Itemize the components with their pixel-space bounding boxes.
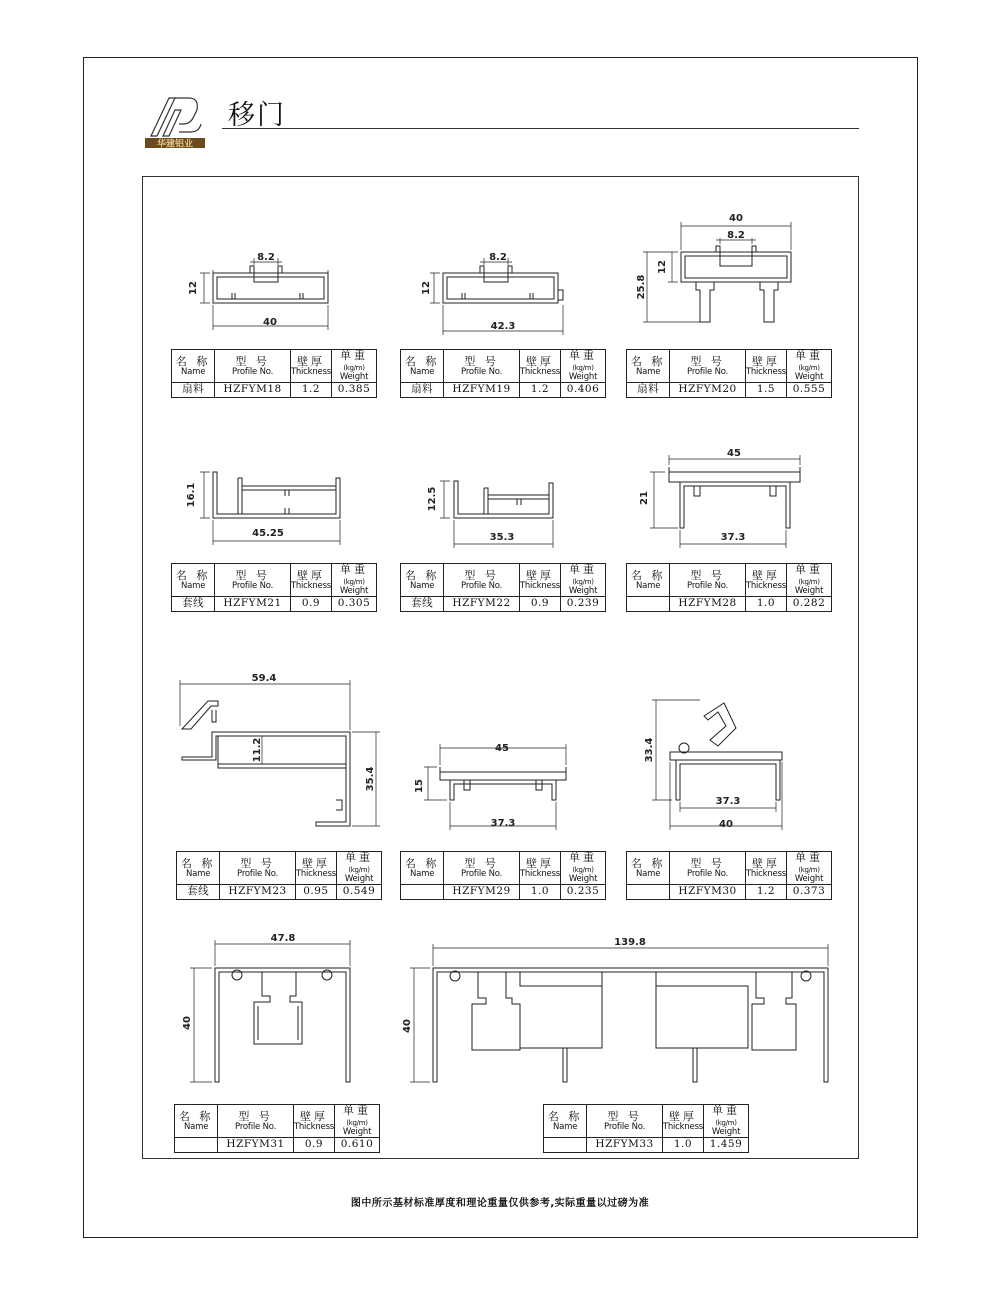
spec-table-hzfym19: 名 称 Name 型 号 Profile No. 壁厚 Thickness 单重(kg/m) Weight 扇料 HZFYM19 1.2 0.406 <box>400 349 606 398</box>
table-row: 套线 HZFYM23 0.95 0.549 <box>177 884 382 899</box>
profile-drawing-hzfym18 <box>188 252 328 330</box>
table-row: HZFYM33 1.0 1.459 <box>544 1137 749 1152</box>
spec-table-hzfym20: 名 称 Name 型 号 Profile No. 壁厚 Thickness 单重(kg/m) Weight 扇料 HZFYM20 1.5 0.555 <box>626 349 832 398</box>
table-row: 套线 HZFYM21 0.9 0.305 <box>172 596 377 611</box>
dim-label: 35.4 <box>365 766 376 792</box>
dim-label: 37.3 <box>490 818 516 829</box>
dim-label: 8.2 <box>257 252 275 263</box>
dim-label: 8.2 <box>489 252 507 263</box>
profile-drawing-hzfym31 <box>182 933 350 1082</box>
dim-label: 139.8 <box>614 937 646 948</box>
spec-table-hzfym33: 名 称 Name 型 号 Profile No. 壁厚 Thickness 单重(kg/m) Weight HZFYM33 1.0 1.459 <box>543 1104 749 1153</box>
profile-drawing-hzfym19 <box>421 252 563 335</box>
dim-label: 45 <box>727 448 741 459</box>
profile-drawing-hzfym22 <box>427 481 553 548</box>
table-row: 套线 HZFYM22 0.9 0.239 <box>401 596 606 611</box>
spec-table-hzfym22: 名 称 Name 型 号 Profile No. 壁厚 Thickness 单重(kg/m) Weight 套线 HZFYM22 0.9 0.239 <box>400 563 606 612</box>
profile-drawing-hzfym20 <box>636 213 791 322</box>
spec-table-hzfym18: 名 称 Name 型 号 Profile No. 壁厚 Thickness 单重(kg/m) Weight 扇料 HZFYM18 1.2 0.385 <box>171 349 377 398</box>
dim-label: 40 <box>182 1016 193 1030</box>
dim-label: 40 <box>402 1019 413 1033</box>
dim-label: 45.25 <box>252 528 284 539</box>
dim-label: 45 <box>495 743 509 754</box>
dim-label: 15 <box>414 779 425 793</box>
dim-label: 33.4 <box>644 737 655 763</box>
profile-drawing-hzfym33 <box>402 937 828 1082</box>
dim-label: 37.3 <box>715 796 741 807</box>
dim-label: 25.8 <box>636 274 647 300</box>
dim-label: 37.3 <box>720 532 746 543</box>
dim-label: 59.4 <box>251 673 277 684</box>
dim-label: 11.2 <box>252 737 263 763</box>
logo-text: 华建铝业 <box>156 139 194 150</box>
spec-table-hzfym23: 名 称 Name 型 号 Profile No. 壁厚 Thickness 单重(kg/m) Weight 套线 HZFYM23 0.95 0.549 <box>176 851 382 900</box>
table-row: 扇料 HZFYM19 1.2 0.406 <box>401 382 606 397</box>
footer-note: 图中所示基材标准厚度和理论重量仅供参考,实际重量以过磅为准 <box>350 1198 650 1209</box>
dim-label: 12.5 <box>427 486 438 512</box>
dim-label: 35.3 <box>489 532 515 543</box>
spec-table-hzfym30: 名 称 Name 型 号 Profile No. 壁厚 Thickness 单重(kg/m) Weight HZFYM30 1.2 0.373 <box>626 851 832 900</box>
profile-drawing-hzfym30 <box>644 700 782 830</box>
dim-label: 12 <box>421 281 432 295</box>
spec-table-hzfym31: 名 称 Name 型 号 Profile No. 壁厚 Thickness 单重(kg/m) Weight HZFYM31 0.9 0.610 <box>174 1104 380 1153</box>
dim-label: 21 <box>639 491 650 505</box>
profile-drawing-hzfym23 <box>180 673 380 826</box>
page-title: 移门 <box>228 100 286 131</box>
dim-label: 42.3 <box>490 321 516 332</box>
profile-drawing-hzfym29 <box>414 743 566 830</box>
profile-drawing-hzfym28 <box>639 448 800 548</box>
spec-table-hzfym28: 名 称 Name 型 号 Profile No. 壁厚 Thickness 单重(kg/m) Weight HZFYM28 1.0 0.282 <box>626 563 832 612</box>
table-row: 扇料 HZFYM20 1.5 0.555 <box>627 382 832 397</box>
table-row: HZFYM28 1.0 0.282 <box>627 596 832 611</box>
table-row: HZFYM31 0.9 0.610 <box>175 1137 380 1152</box>
table-row: 扇料 HZFYM18 1.2 0.385 <box>172 382 377 397</box>
dim-label: 40 <box>263 317 277 328</box>
dim-label: 8.2 <box>727 230 745 241</box>
dim-label: 40 <box>719 819 733 830</box>
spec-table-hzfym29: 名 称 Name 型 号 Profile No. 壁厚 Thickness 单重(kg/m) Weight HZFYM29 1.0 0.235 <box>400 851 606 900</box>
table-row: HZFYM29 1.0 0.235 <box>401 884 606 899</box>
dim-label: 40 <box>729 213 743 224</box>
dim-label: 12 <box>657 260 668 274</box>
dim-label: 16.1 <box>186 482 197 508</box>
spec-table-hzfym21: 名 称 Name 型 号 Profile No. 壁厚 Thickness 单重(kg/m) Weight 套线 HZFYM21 0.9 0.305 <box>171 563 377 612</box>
profile-drawing-hzfym21 <box>186 472 340 545</box>
dim-label: 12 <box>188 281 199 295</box>
dim-label: 47.8 <box>270 933 296 944</box>
table-row: HZFYM30 1.2 0.373 <box>627 884 832 899</box>
